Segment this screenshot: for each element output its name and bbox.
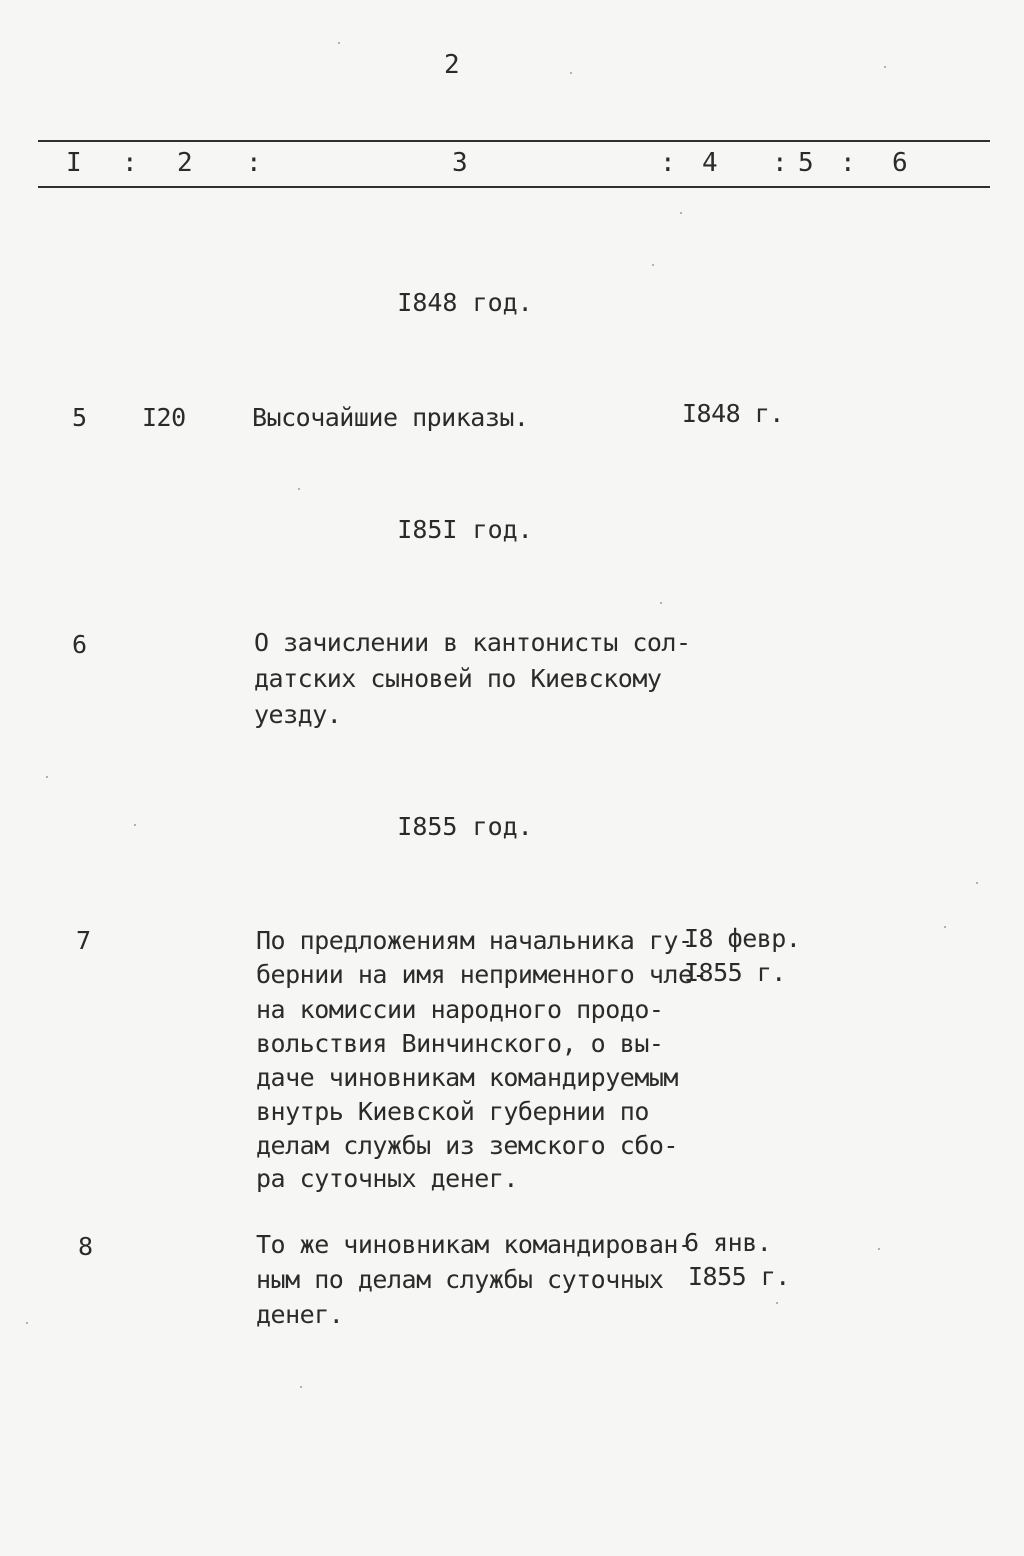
column-separator: :	[122, 148, 138, 178]
year-heading: I85I год.	[397, 515, 533, 544]
column-header-6: 6	[892, 148, 908, 178]
entry-title-line: внутрь Киевской губернии по	[256, 1097, 649, 1126]
entry-title-line: вольствия Винчинского, о вы-	[256, 1029, 664, 1058]
column-header-2: 2	[177, 148, 193, 178]
entry-title-line: ра суточных денег.	[256, 1164, 518, 1193]
page-number: 2	[444, 50, 460, 80]
paper-speck	[300, 1386, 302, 1388]
header-top-rule	[38, 140, 990, 142]
column-header-4: 4	[702, 148, 718, 178]
entry-number: 5	[72, 403, 87, 432]
entry-date: I855 г.	[684, 958, 786, 987]
year-heading: I855 год.	[397, 812, 533, 841]
column-header-3: 3	[452, 148, 468, 178]
entry-title-line: уезду.	[254, 700, 342, 729]
entry-title-line: То же чиновникам командирован-	[256, 1230, 693, 1259]
paper-speck	[878, 1248, 880, 1250]
paper-speck	[570, 72, 572, 74]
paper-speck	[46, 776, 48, 778]
column-separator: :	[840, 148, 856, 178]
column-separator: :	[246, 148, 262, 178]
entry-title-line: денег.	[256, 1300, 344, 1329]
column-separator: :	[660, 148, 676, 178]
year-heading: I848 год.	[397, 288, 533, 317]
entry-title-line: датских сыновей по Киевскому	[254, 664, 662, 693]
paper-speck	[134, 824, 136, 826]
paper-speck	[298, 488, 300, 490]
paper-speck	[776, 1302, 778, 1304]
entry-date: I855 г.	[688, 1262, 790, 1291]
column-separator: :	[772, 148, 788, 178]
entry-title-line: ным по делам службы суточных	[256, 1265, 664, 1294]
paper-speck	[338, 42, 340, 44]
paper-speck	[680, 212, 682, 214]
entry-number: 6	[72, 630, 87, 659]
paper-speck	[660, 602, 662, 604]
paper-speck	[976, 882, 978, 884]
entry-date: I8 февр.	[684, 924, 801, 953]
entry-title-line: По предложениям начальника гу-	[256, 926, 693, 955]
column-header-1: I	[66, 148, 82, 178]
column-header-5: 5	[798, 148, 814, 178]
paper-speck	[944, 926, 946, 928]
paper-speck	[884, 66, 886, 68]
entry-title-line: О зачислении в кантонисты сол-	[254, 628, 691, 657]
entry-date: 6 янв.	[684, 1228, 772, 1257]
entry-title-line: бернии на имя неприменного чле-	[256, 960, 708, 989]
entry-title-line: Высочайшие приказы.	[252, 403, 529, 432]
entry-title-line: делам службы из земского сбо-	[256, 1131, 678, 1160]
paper-speck	[26, 1322, 28, 1324]
header-bottom-rule	[38, 186, 990, 188]
entry-title-line: даче чиновникам командируемым	[256, 1063, 678, 1092]
entry-case-number: I20	[142, 403, 186, 432]
paper-speck	[652, 264, 654, 266]
entry-date: I848 г.	[682, 399, 784, 428]
entry-title-line: на комиссии народного продо-	[256, 995, 664, 1024]
entry-number: 8	[78, 1232, 93, 1261]
entry-number: 7	[76, 926, 91, 955]
